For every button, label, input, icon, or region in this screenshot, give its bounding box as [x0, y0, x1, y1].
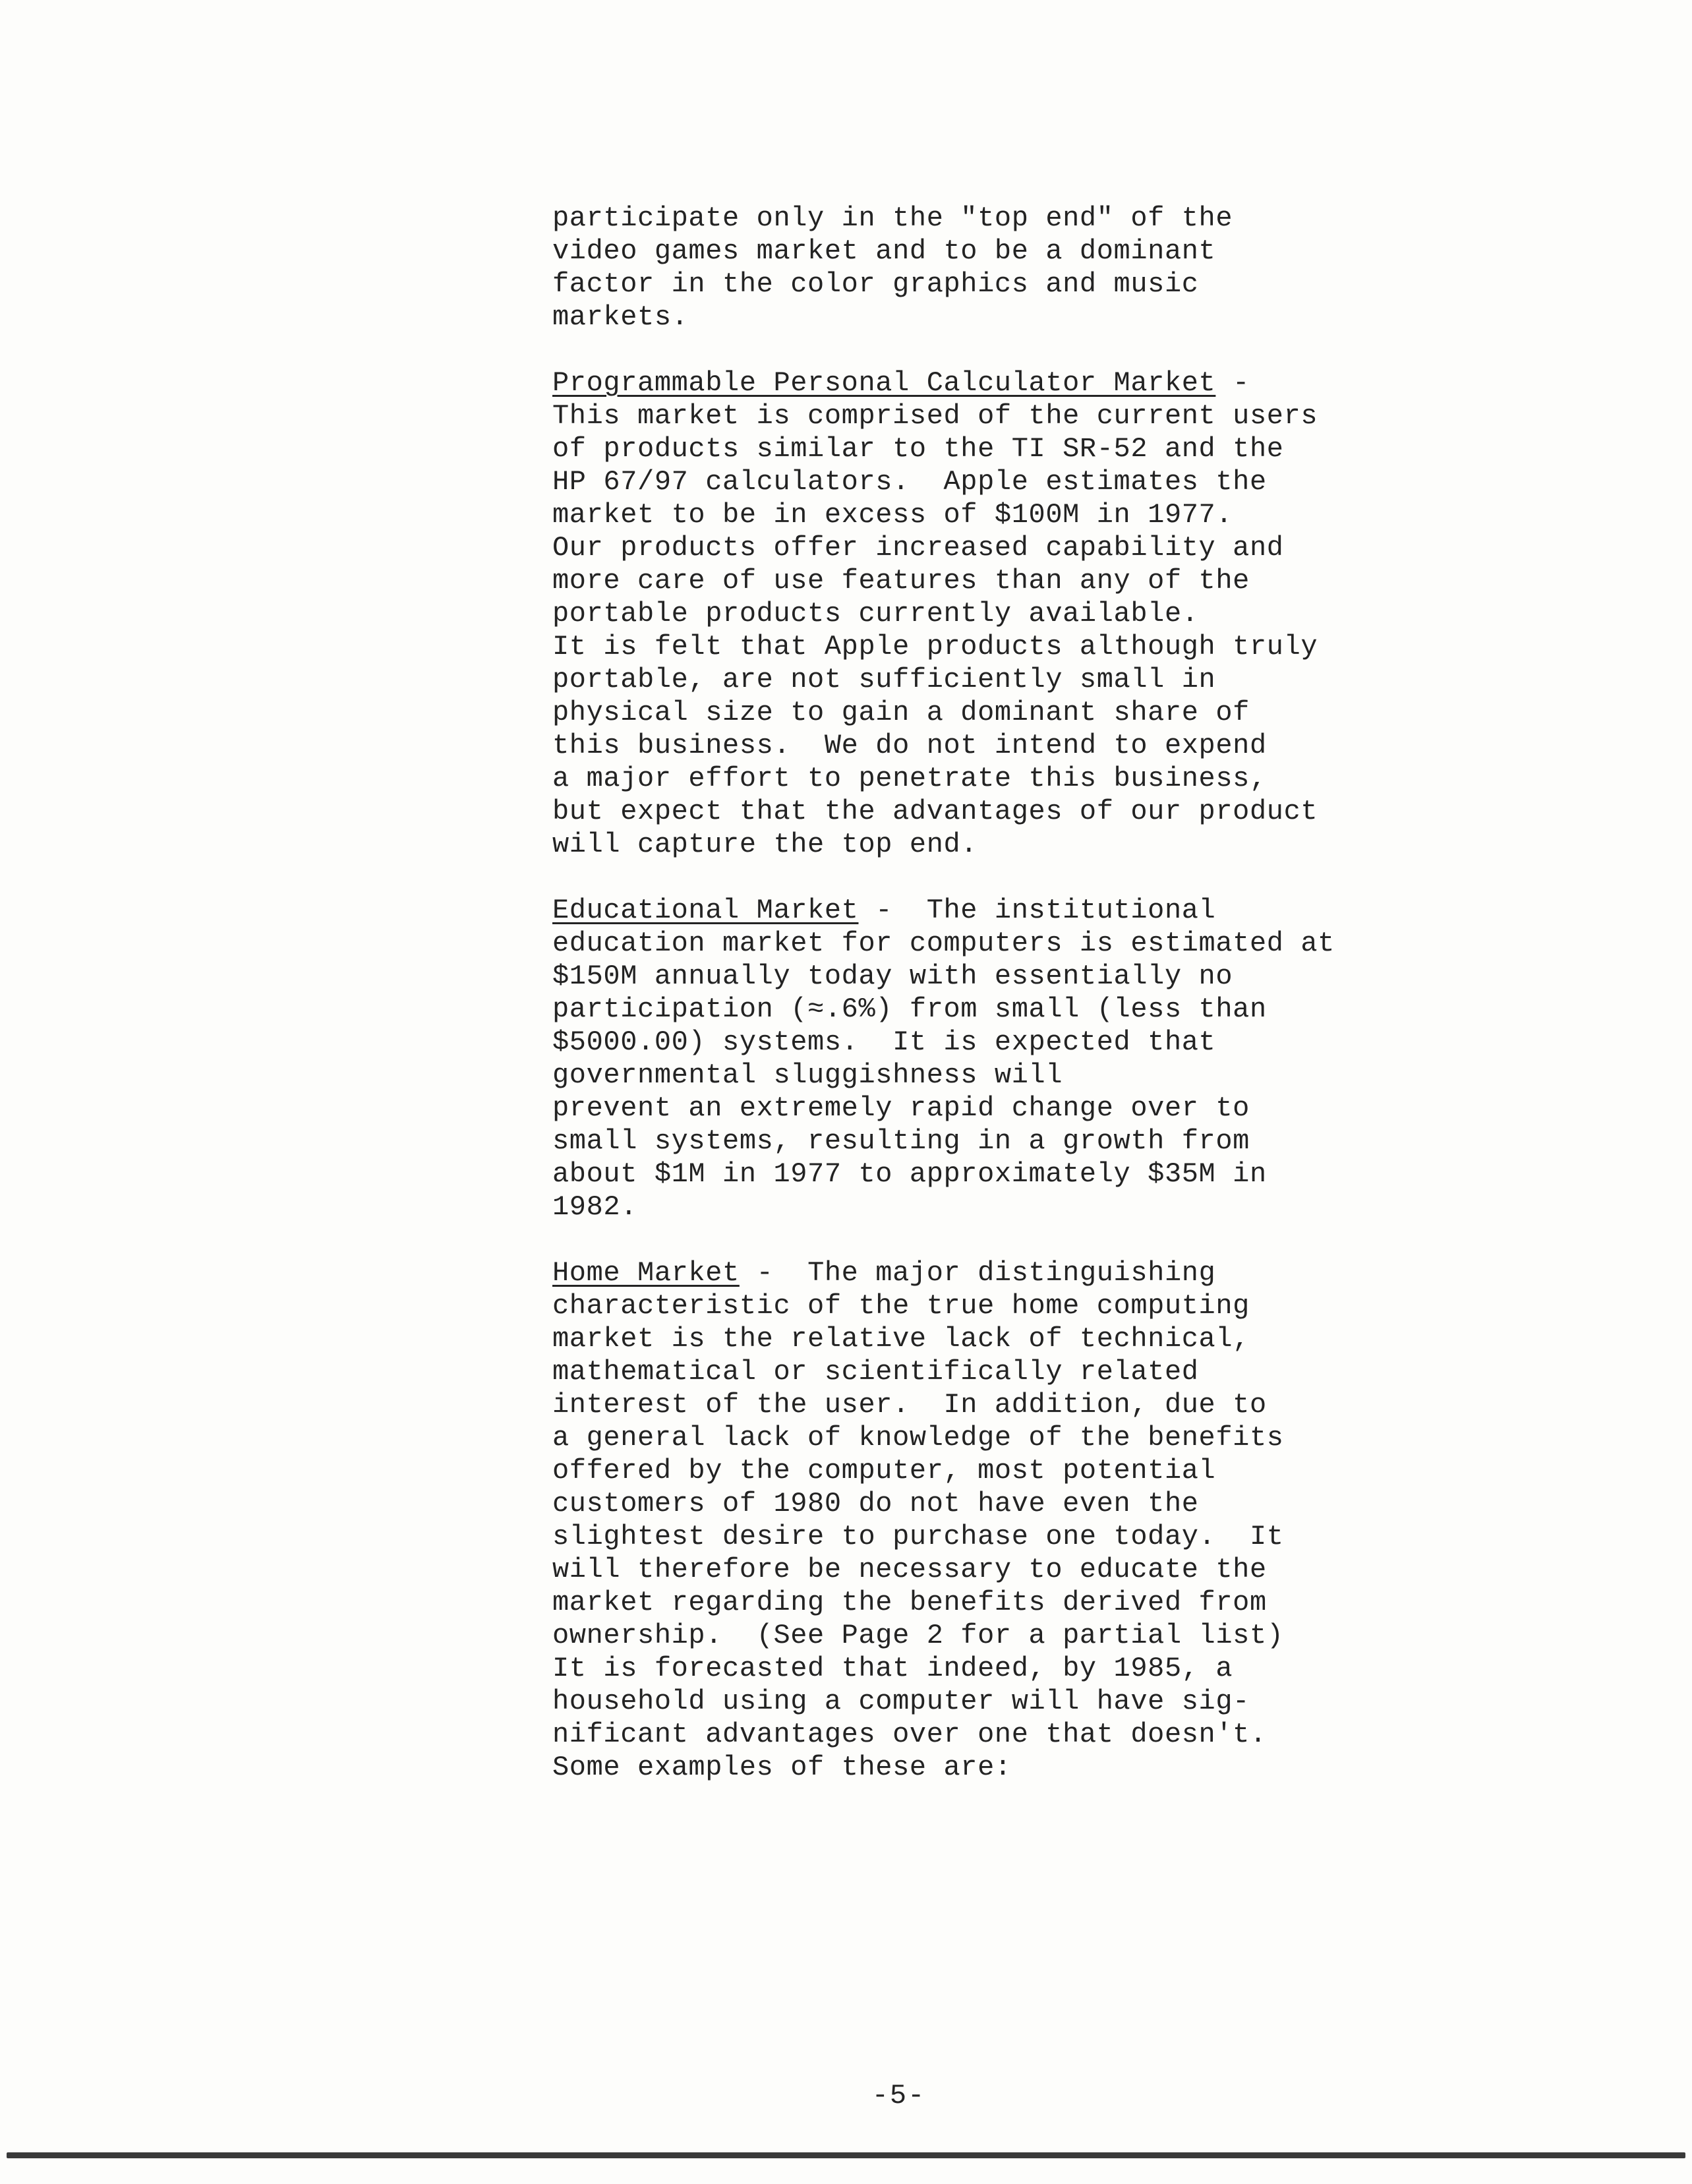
text-line: nificant advantages over one that doesn't. [552, 1719, 1267, 1750]
paragraph-gap [552, 861, 1647, 894]
intro-paragraph [552, 202, 1647, 334]
text-line: slightest desire to purchase one today. It [552, 1521, 1284, 1552]
text-line: It is forecasted that indeed, by 1985, a [552, 1653, 1233, 1684]
paragraph-gap [552, 1224, 1647, 1256]
heading-line [552, 1256, 1647, 1289]
text-line: This market is comprised of the current users [552, 400, 1318, 432]
text-line: physical size to gain a dominant share of [552, 697, 1250, 728]
text-line: HP 67/97 calculators. Apple estimates the [552, 466, 1267, 498]
bottom-rule [7, 2152, 1685, 2158]
text-line: factor in the color graphics and music [552, 268, 1199, 300]
text-column [552, 202, 1647, 1784]
text-line: $150M annually today with essentially no [552, 960, 1233, 992]
text-line: characteristic of the true home computing [552, 1290, 1250, 1322]
text-line: market regarding the benefits derived from [552, 1587, 1267, 1618]
text-line: customers of 1980 do not have even the [552, 1488, 1199, 1520]
heading-line-rest: - [1215, 367, 1250, 399]
text-line: prevent an extremely rapid change over to [552, 1092, 1250, 1124]
text-line: education market for computers is estimated at [552, 928, 1335, 959]
text-line: market is the relative lack of technical, [552, 1323, 1250, 1355]
text-line: 1982. [552, 1191, 638, 1223]
heading-line-rest: - The institutional [858, 895, 1216, 926]
home-market-heading: Home Market [552, 1257, 740, 1289]
text-line: Our products offer increased capability and [552, 532, 1284, 564]
text-line: household using a computer will have sig- [552, 1686, 1250, 1717]
calculator-market-paragraph [552, 367, 1647, 861]
text-line: but expect that the advantages of our product [552, 796, 1318, 827]
text-line: governmental sluggishness will [552, 1059, 1063, 1091]
text-line: portable, are not sufficiently small in [552, 664, 1216, 695]
text-line: markets. [552, 301, 689, 333]
text-line: small systems, resulting in a growth from [552, 1125, 1250, 1157]
text-line: of products similar to the TI SR-52 and the [552, 433, 1284, 465]
paragraph-gap [552, 334, 1647, 367]
text-line: about $1M in 1977 to approximately $35M in [552, 1158, 1267, 1190]
text-line: participation (≈.6%) from small (less than [552, 993, 1267, 1025]
text-line: market to be in excess of $100M in 1977. [552, 499, 1233, 531]
text-line: It is felt that Apple products although truly [552, 631, 1318, 663]
text-line: will therefore be necessary to educate the [552, 1554, 1267, 1585]
home-market-paragraph [552, 1256, 1647, 1784]
heading-line-rest: - The major distinguishing [739, 1257, 1216, 1289]
text-line: mathematical or scientifically related [552, 1356, 1199, 1388]
text-line: $5000.00) systems. It is expected that [552, 1026, 1216, 1058]
text-line: participate only in the "top end" of the [552, 202, 1233, 234]
page-number [0, 2079, 1692, 2112]
text-line: a general lack of knowledge of the benefits [552, 1422, 1284, 1454]
educational-market-heading: Educational Market [552, 895, 859, 926]
educational-market-paragraph [552, 894, 1647, 1224]
text-line: interest of the user. In addition, due to [552, 1389, 1267, 1421]
text-line: offered by the computer, most potential [552, 1455, 1216, 1487]
text-line: this business. We do not intend to expend [552, 730, 1267, 761]
text-line: will capture the top end. [552, 829, 978, 860]
calculator-market-heading: Programmable Personal Calculator Market [552, 367, 1216, 399]
text-line: video games market and to be a dominant [552, 235, 1216, 267]
text-line: more care of use features than any of the [552, 565, 1250, 597]
page-number-text: -5- [871, 2080, 926, 2111]
text-line: ownership. (See Page 2 for a partial list) [552, 1620, 1284, 1651]
text-line: portable products currently available. [552, 598, 1199, 630]
text-line: Some examples of these are: [552, 1752, 1012, 1783]
heading-line [552, 367, 1647, 399]
heading-line [552, 894, 1647, 927]
text-line: a major effort to penetrate this business, [552, 763, 1267, 794]
